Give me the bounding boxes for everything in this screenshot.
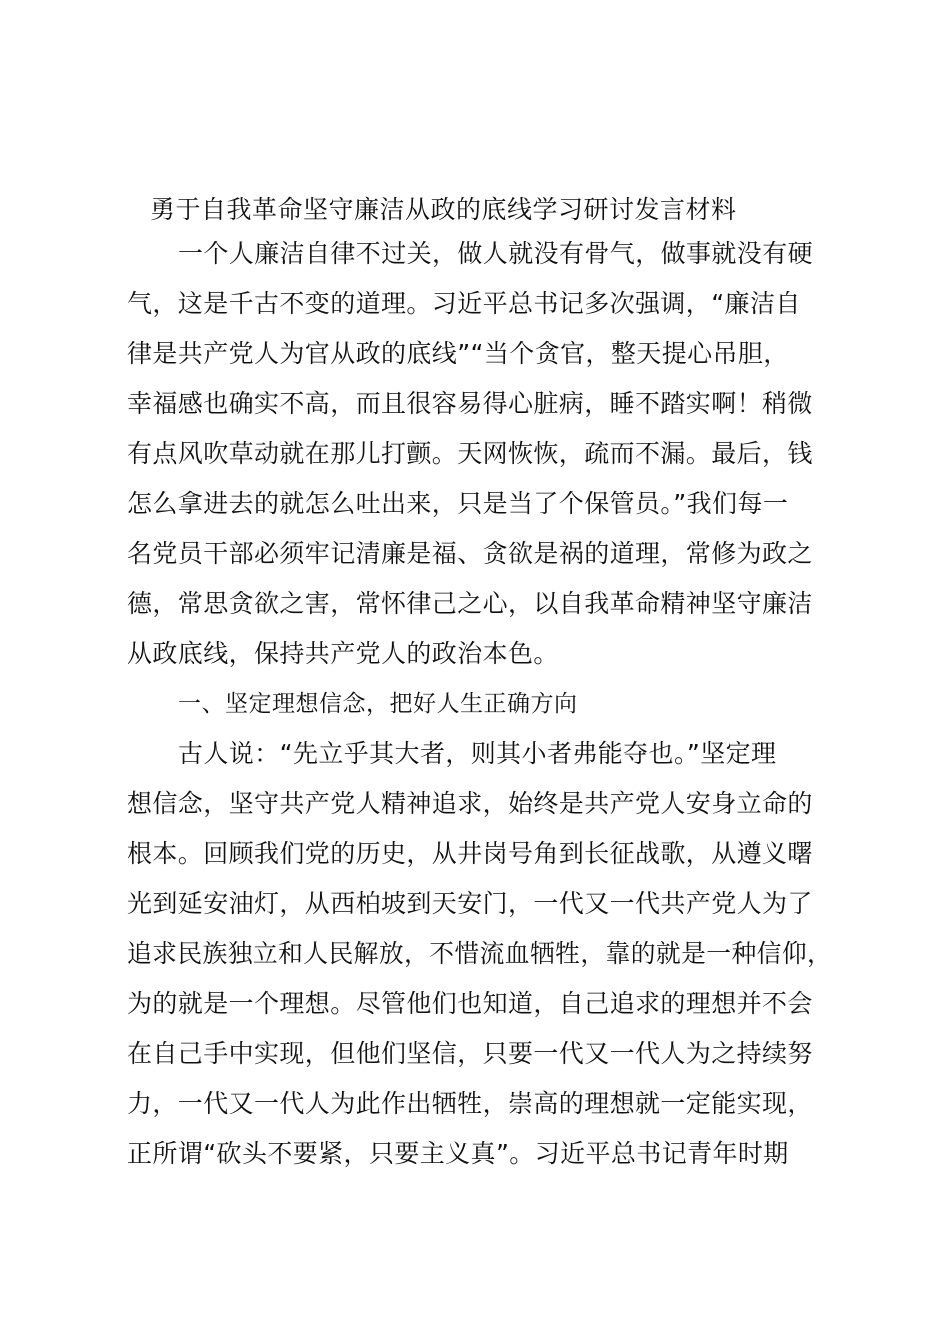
paragraph-1-line-4: 幸福感也确实不高，而且很容易得心脏病，睡不踏实啊！稍微 <box>127 389 813 418</box>
section-1-heading: 一、坚定理想信念，把好人生正确方向 <box>178 691 578 717</box>
paragraph-1-line-5: 有点风吹草动就在那儿打颤。天网恢恢，疏而不漏。最后，钱 <box>127 439 813 468</box>
paragraph-1-line-2: 气，这是千古不变的道理。习近平总书记多次强调，“廉洁自 <box>127 289 801 318</box>
paragraph-2-line-9: 正所谓“砍头不要紧，只要主义真”。习近平总书记青年时期 <box>127 1139 789 1168</box>
paragraph-2-line-8: 力，一代又一代人为此作出牺牲，崇高的理想就一定能实现， <box>127 1089 813 1118</box>
document-title: 勇于自我革命坚守廉洁从政的底线学习研讨发言材料 <box>150 195 737 224</box>
paragraph-1-line-1: 一个人廉洁自律不过关，做人就没有骨气，做事就没有硬 <box>178 239 814 268</box>
paragraph-1-line-9: 从政底线，保持共产党人的政治本色。 <box>127 639 559 668</box>
paragraph-2-line-7: 在自己手中实现，但他们坚信，只要一代又一代人为之持续努 <box>127 1039 813 1068</box>
paragraph-2-line-1: 古人说：“先立乎其大者，则其小者弗能夺也。”坚定理 <box>178 739 777 768</box>
paragraph-2-line-3: 根本。回顾我们党的历史，从井岗号角到长征战歌，从遵义曙 <box>127 839 813 868</box>
paragraph-2-line-6: 为的就是一个理想。尽管他们也知道，自己追求的理想并不会 <box>127 989 813 1018</box>
paragraph-2-line-5: 追求民族独立和人民解放，不惜流血牺牲，靠的就是一种信仰， <box>127 939 833 968</box>
paragraph-1-line-7: 名党员干部必须牢记清廉是福、贪欲是祸的道理，常修为政之 <box>127 539 813 568</box>
paragraph-1-line-6: 怎么拿进去的就怎么吐出来，只是当了个保管员。”我们每一 <box>127 489 789 518</box>
paragraph-2-line-4: 光到延安油灯，从西柏坡到天安门，一代又一代共产党人为了 <box>127 889 813 918</box>
paragraph-2-line-2: 想信念，坚守共产党人精神追求，始终是共产党人安身立命的 <box>127 789 813 818</box>
paragraph-1-line-3: 律是共产党人为官从政的底线”“当个贪官，整天提心吊胆， <box>127 339 789 368</box>
paragraph-1-line-8: 德，常思贪欲之害，常怀律己之心，以自我革命精神坚守廉洁 <box>127 589 813 618</box>
